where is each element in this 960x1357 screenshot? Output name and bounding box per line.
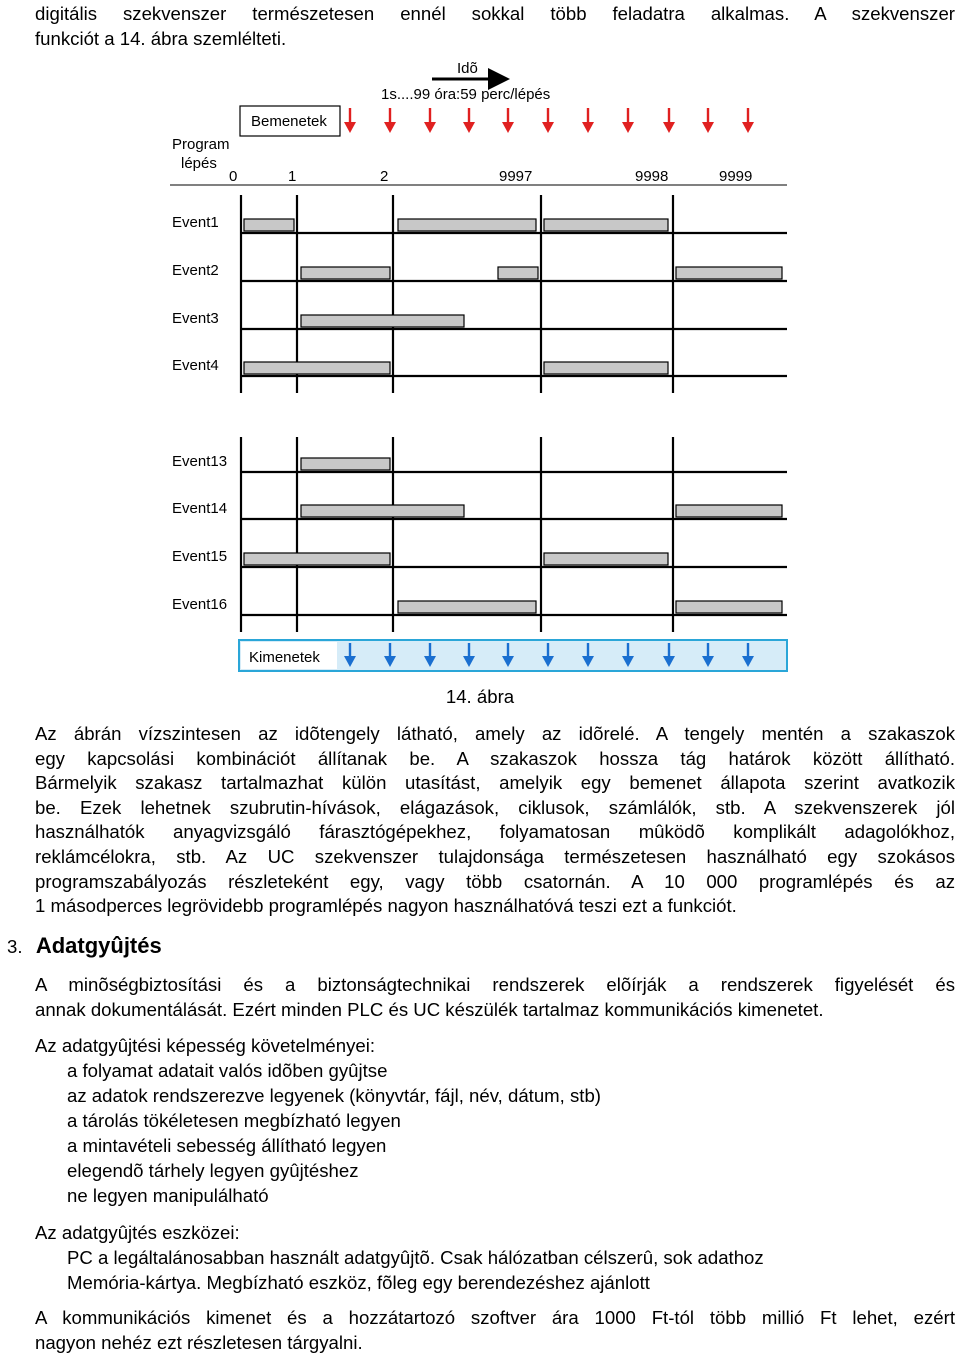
text-line: Bármelyik szakasz tartalmazhat külön utasítást, amelyik egy bemenet állapota szerint avatkozik: [35, 772, 955, 794]
step-number: 2: [380, 168, 389, 185]
event-label: Event15: [172, 548, 228, 565]
paragraph-1: [35, 722, 955, 919]
text-line: nagyon nehéz ezt részletesen tárgyalni.: [35, 1331, 363, 1353]
list-item: a folyamat adatait valós idõben gyûjtse: [67, 1060, 388, 1081]
event-label: Event16: [172, 596, 228, 613]
input-arrow-icon: [344, 108, 356, 133]
inputs-label: Bemenetek: [251, 113, 327, 130]
time-range: 1s....99 óra:59 perc/lépés: [381, 86, 551, 103]
step-label: lépés: [181, 155, 217, 172]
text-line: reklámcélokra, stb. Az UC szekvenszer tulajdonsága természetesen használható egy szokásos: [35, 845, 955, 867]
list-item: ne legyen manipulálható: [67, 1185, 269, 1206]
event-row: [172, 596, 787, 615]
input-arrow-icon: [542, 108, 554, 133]
event-label: Event14: [172, 500, 228, 517]
text-line: annak dokumentálását. Ezért minden PLC és UC készülék tartalmaz kommunikációs kimenetet.: [35, 998, 824, 1020]
event-row: [172, 262, 787, 281]
event-bar: [676, 267, 782, 279]
text-line: használhatók anyagvizsgáló fárasztógépekhez, folyamatosan mûködõ komplikált adagolókhoz,: [35, 821, 955, 843]
step-number: 9998: [635, 168, 669, 185]
input-arrow-icon: [502, 108, 514, 133]
step-label: Program: [172, 136, 230, 153]
input-arrow-icon: [463, 108, 475, 133]
step-numbers: [229, 168, 752, 185]
section-heading: [7, 933, 162, 959]
time-label: Idõ: [457, 60, 478, 77]
event-bar: [676, 505, 782, 517]
event-bar: [498, 267, 538, 279]
event-label: Event1: [172, 214, 219, 231]
requirements-intro: Az adatgyûjtési képesség követelményei:: [35, 1035, 376, 1056]
step-number: 1: [288, 168, 297, 185]
event-bar: [244, 219, 294, 231]
event-bar: [398, 601, 536, 613]
list-item: a tárolás tökéletesen megbízható legyen: [67, 1110, 401, 1131]
event-bar: [244, 362, 390, 374]
paragraph-3: [35, 1306, 955, 1355]
input-arrow-icon: [424, 108, 436, 133]
event-row: [172, 357, 787, 376]
event-row: [172, 310, 787, 329]
event-bar: [544, 362, 668, 374]
event-bar: [301, 458, 390, 470]
input-arrow-icon: [622, 108, 634, 133]
event-label: Event3: [172, 310, 219, 327]
event-bar: [544, 219, 668, 231]
text-line: 1 másodperces legrövidebb programlépés nagyon használhatóvá teszi ezt a funkciót.: [35, 895, 737, 917]
input-arrows: [344, 108, 754, 133]
event-row: [172, 500, 787, 519]
outputs-label: Kimenetek: [249, 649, 320, 666]
event-rows: [172, 214, 787, 615]
list-item: Memória-kártya. Megbízható eszköz, fõleg egy berendezéshez ajánlott: [67, 1272, 650, 1293]
event-bar: [301, 315, 464, 327]
step-number: 0: [229, 168, 238, 185]
text-line: A minõségbiztosítási és a biztonságtechnikai rendszerek elõírják a rendszerek figyelését és: [35, 974, 955, 995]
event-bar: [544, 553, 668, 565]
event-row: [172, 548, 787, 567]
text-line: egy kapcsolási kombinációt állítanak be. A szakaszok hossza tág határok között állítható.: [35, 747, 955, 769]
event-bar: [301, 505, 464, 517]
event-bar: [676, 601, 782, 613]
text-line: programszabályozás részleteként egy, vagy több csatornán. A 10 000 programlépés és az: [35, 870, 955, 892]
list-item: elegendõ tárhely legyen gyûjtéshez: [67, 1160, 359, 1181]
event-bar: [244, 553, 390, 565]
text-line: A kommunikációs kimenet és a hozzátartozó szoftver ára 1000 Ft-tól több millió Ft lehet, ezért: [35, 1307, 955, 1328]
event-label: Event13: [172, 453, 228, 470]
input-arrow-icon: [742, 108, 754, 133]
input-arrow-icon: [702, 108, 714, 133]
tools-intro: Az adatgyûjtés eszközei:: [35, 1222, 240, 1243]
sequencer-figure: [0, 52, 960, 682]
event-row: [172, 214, 787, 233]
list-item: az adatok rendszerezve legyenek (könyvtár, fájl, név, dátum, stb): [67, 1085, 601, 1106]
event-label: Event4: [172, 357, 219, 374]
section-number: 3.: [7, 936, 23, 957]
event-label: Event2: [172, 262, 219, 279]
requirements-list: [67, 1058, 601, 1208]
text-line: Az ábrán vízszintesen az idõtengely látható, amely az idõrelé. A tengely mentén a szakaszok: [35, 723, 955, 744]
section-title: Adatgyûjtés: [35, 933, 162, 958]
event-bar: [398, 219, 536, 231]
text-line: be. Ezek lehetnek szubrutin-hívások, elágazások, ciklusok, számlálók, stb. A szekvenszerek jól: [35, 796, 955, 818]
input-arrow-icon: [663, 108, 675, 133]
list-item: a mintavételi sebesség állítható legyen: [67, 1135, 387, 1156]
step-number: 9999: [719, 168, 753, 185]
event-row: [172, 453, 787, 472]
figure-caption: 14. ábra: [445, 686, 515, 707]
paragraph-2: [35, 973, 955, 1022]
tools-list: [67, 1245, 764, 1295]
input-arrow-icon: [582, 108, 594, 133]
event-bar: [301, 267, 390, 279]
list-item: PC a legáltalánosabban használt adatgyûjtõ. Csak hálózatban célszerû, sok adathoz: [67, 1247, 764, 1268]
input-arrow-icon: [384, 108, 396, 133]
intro-line: funkciót a 14. ábra szemlélteti.: [35, 27, 287, 49]
intro-paragraph: [35, 2, 955, 51]
step-number: 9997: [499, 168, 533, 185]
intro-line: digitális szekvenszer természetesen ennél sokkal több feladatra alkalmas. A szekvenszer: [35, 3, 955, 24]
